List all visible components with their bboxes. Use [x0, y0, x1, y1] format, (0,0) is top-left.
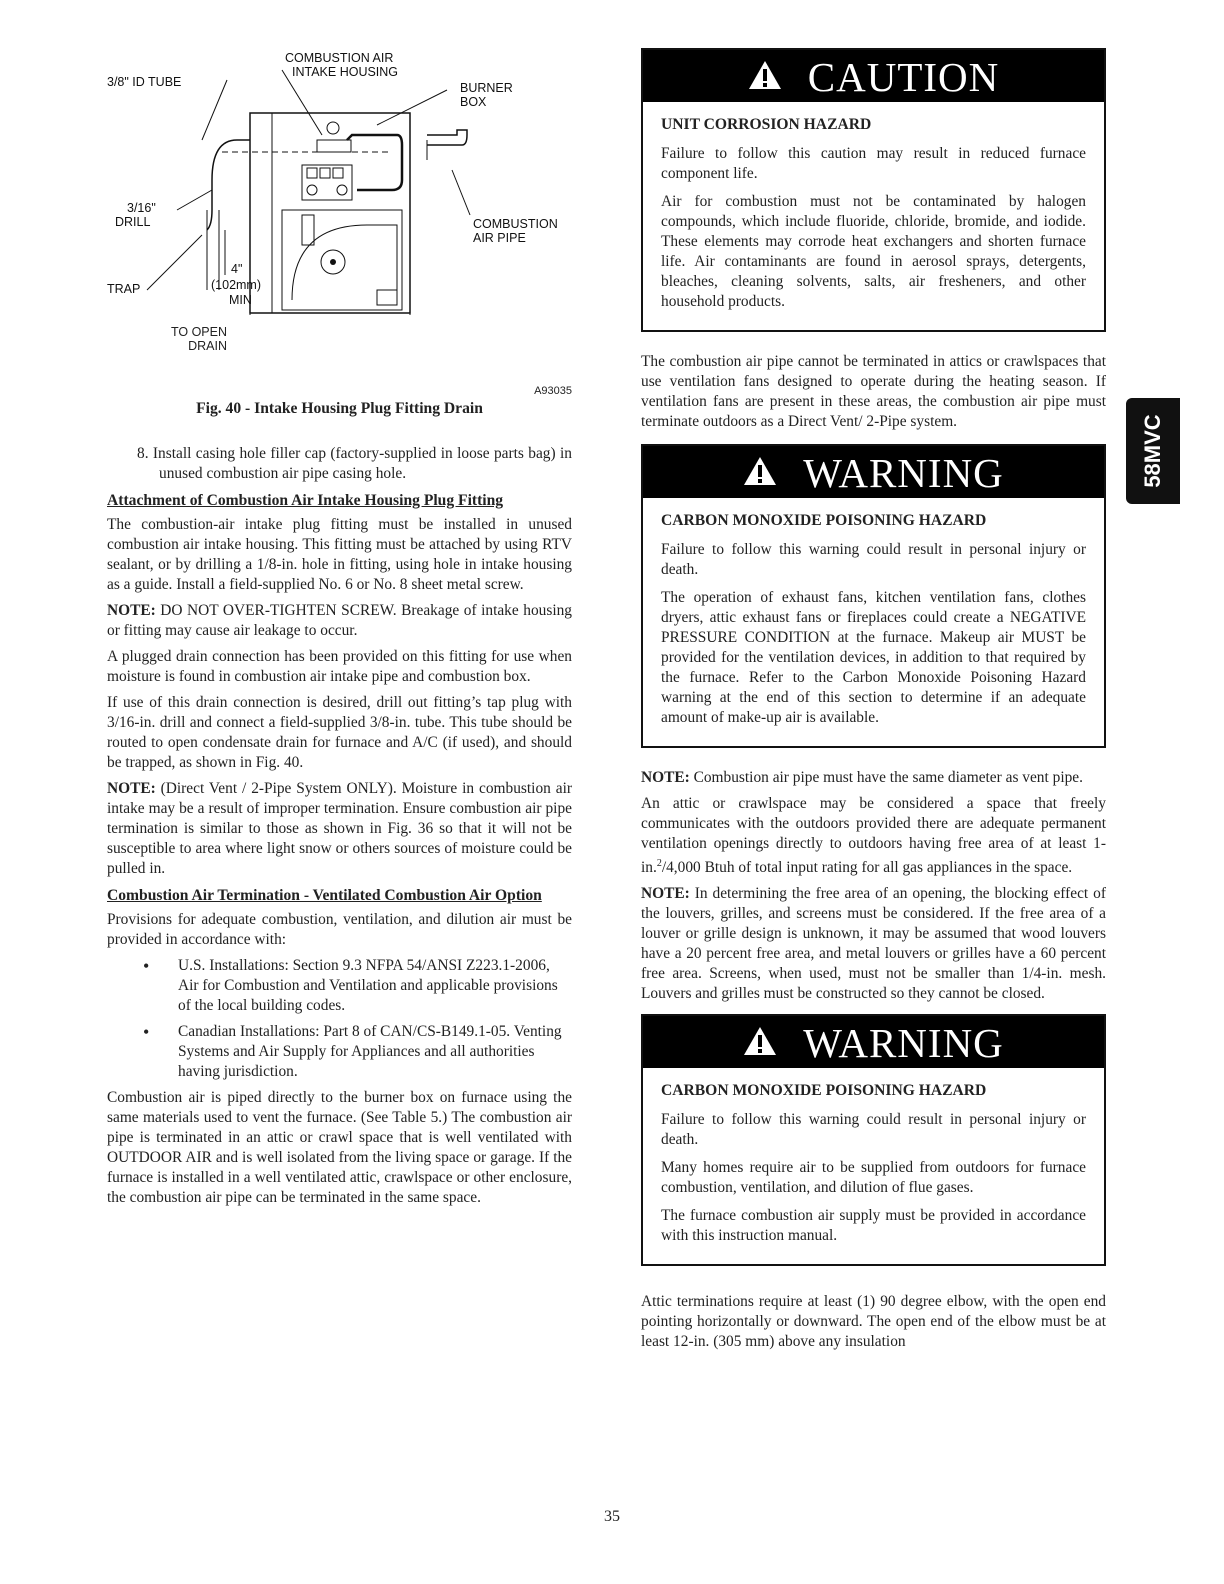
warning-box-1: [641, 444, 1106, 748]
paragraph: Attic terminations require at least (1) 90 degree elbow, with the open end pointing horizontally or downward. The open end of the elbow must be at least 12-in. (305 mm) above any insulation: [641, 1293, 1106, 1351]
warning-triangle-icon: [748, 49, 782, 103]
label-id-tube: 3/8" ID TUBE: [107, 75, 182, 89]
paragraph: The combustion-air intake plug fitting must be installed in unused combustion air intake housing. This fitting must be attached by using RTV sealant, or by drilling a 1/8-in. hole in fitting, using hole in intake housing as a guide. Install a field-supplied No. 6 or No. 8 sheet metal screw.: [107, 516, 572, 593]
paragraph: A plugged drain connection has been provided on this fitting for use when moisture is found in combustion air intake pipe and combustion box.: [107, 648, 572, 685]
paragraph: Failure to follow this warning could result in personal injury or death.: [661, 541, 1086, 578]
warning-title: CARBON MONOXIDE POISONING HAZARD: [661, 512, 987, 529]
label-dim-min: MIN: [229, 293, 252, 307]
warning-header: WARNING: [643, 1016, 1104, 1068]
label-burner: BURNER: [460, 81, 513, 95]
page-number: 35: [604, 1508, 620, 1525]
paragraph: Failure to follow this caution may result in reduced furnace component life.: [661, 145, 1086, 182]
section-tab: 58MVC: [1126, 398, 1180, 504]
label-combustion: COMBUSTION: [473, 217, 558, 231]
label-trap: TRAP: [107, 282, 141, 296]
warning-title: CARBON MONOXIDE POISONING HAZARD: [661, 1082, 987, 1100]
paragraph: Failure to follow this warning could result in personal injury or death.: [661, 1111, 1086, 1149]
paragraph: Combustion air is piped directly to the burner box on furnace using the same materials used to vent the furnace. (See Table 5.) The combustion air pipe is terminated in an attic or crawl space that is well ventilated with OUTDOOR AIR and is well isolated from the living space or garage. If the furnace is installed in a well ventilated attic, crawlspace or other enclosure, the combustion air pipe can be terminated in the same space.: [107, 1089, 572, 1206]
list-item: • U.S. Installations: Section 9.3 NFPA 54/ANSI Z223.1-2006, Air for Combustion and Ventilation and applicable provisions of the local building codes.: [107, 956, 572, 1016]
step-8: 8. Install casing hole filler cap (factory-supplied in loose parts bag) in unused combustion air pipe casing hole.: [137, 445, 572, 482]
caution-box: [641, 48, 1106, 332]
label-to-open-drain: TO OPEN DRAIN: [170, 325, 227, 353]
paragraph: Provisions for adequate combustion, ventilation, and dilution air must be provided in accordance with:: [107, 911, 572, 948]
note: NOTE: DO NOT OVER-TIGHTEN SCREW. Breakage of intake housing or fitting may cause air leakage to occur.: [107, 602, 572, 639]
paragraph: An attic or crawlspace may be considered a space that freely communicates with the outdoors provided there are adequate permanent ventilation openings directly to outdoors having free area of at least 1-in.$^2$/4,000 Btuh of total input rating for all gas appliances in the space.: [641, 795, 1106, 877]
label-box: BOX: [460, 95, 487, 109]
label-drill: DRILL: [115, 215, 151, 229]
warning-triangle-icon: [743, 445, 777, 499]
list-item: • Canadian Installations: Part 8 of CAN/CS-B149.1-05. Venting Systems and Air Supply for Appliances and all authorities having jurisdiction.: [107, 1022, 572, 1082]
paragraph: Many homes require air to be supplied from outdoors for furnace combustion, ventilation, and dilution of flue gases.: [661, 1159, 1086, 1197]
caution-title: UNIT CORROSION HAZARD: [661, 116, 872, 133]
heading-ventilated-combustion-air: Combustion Air Termination - Ventilated Combustion Air Option: [107, 887, 542, 904]
label-dim-mm: (102mm): [211, 278, 262, 292]
paragraph: The operation of exhaust fans, kitchen ventilation fans, clothes dryers, attic exhaust fans or fireplaces could create a NEGATIVE PRESSURE CONDITION at the furnace. Makeup air MUST be provided for the ventilation devices, in addition to that required by the furnace. Refer to the Carbon Monoxide Poisoning Hazard warning at the end of this section to determine if an adequate amount of make-up air is available.: [661, 589, 1086, 726]
note: NOTE: Combustion air pipe must have the same diameter as vent pipe.: [641, 769, 1083, 786]
figure-code: A93035: [534, 385, 572, 397]
label-combustion-air: COMBUSTION AIR: [285, 51, 394, 65]
label-dim-inches: 4": [231, 262, 243, 276]
figure-40: [107, 40, 572, 397]
caution-header: CAUTION: [643, 50, 1104, 102]
label-air-pipe: AIR PIPE: [473, 231, 526, 245]
note: NOTE: (Direct Vent / 2-Pipe System ONLY). Moisture in combustion air intake may be a result of improper termination. Ensure combustion air pipe termination is similar to those as shown in Fig. 36 so that it will not be susceptible to area where light snow or others sources of moisture could be pulled in.: [107, 780, 572, 877]
warning-triangle-icon: [743, 1015, 777, 1069]
intake-housing-diagram: [107, 40, 572, 315]
label-intake-housing: INTAKE HOUSING: [292, 65, 399, 79]
bullet-list: [107, 956, 572, 1082]
warning-box-2: [641, 1014, 1106, 1266]
heading-intake-plug-fitting: Attachment of Combustion Air Intake Housing Plug Fitting: [107, 492, 504, 509]
paragraph: The furnace combustion air supply must be provided in accordance with this instruction manual.: [661, 1207, 1086, 1245]
left-column: [107, 40, 572, 1214]
figure-caption: Fig. 40 - Intake Housing Plug Fitting Drain: [196, 400, 483, 417]
note: NOTE: In determining the free area of an opening, the blocking effect of the louvers, grilles, and screens must be considered. If the free area of a louver or grille design is unknown, it may be assumed that wood louvers have a 20 percent free area, and metal louvers or grilles have a 60 percent free area. Screens, when used, must not be smaller than 1/4-in. mesh. Louvers and grilles must be constructed so they cannot be closed.: [641, 885, 1106, 1003]
label-drill-size: 3/16": [127, 201, 156, 215]
right-column: [641, 48, 1106, 1358]
paragraph: The combustion air pipe cannot be terminated in attics or crawlspaces that use ventilation fans designed to operate during the heating season. If ventilation fans are present in these areas, the combustion air pipe must terminate outdoors as a Direct Vent/ 2-Pipe system.: [641, 353, 1106, 430]
paragraph: If use of this drain connection is desired, drill out fitting’s tap plug with 3/16-in. drill and connect a field-supplied 3/8-in. tube. This tube should be routed to open condensate drain for furnace and A/C (if used), and should be trapped, as shown in Fig. 40.: [107, 694, 572, 771]
warning-header: WARNING: [643, 446, 1104, 498]
paragraph: Air for combustion must not be contaminated by halogen compounds, which include fluoride, chloride, bromide, and iodide. These elements may corrode heat exchangers and shorten furnace life. Air contaminants are found in aerosol sprays, detergents, bleaches, cleaning solvents, salts, air fresheners, and other household products.: [661, 193, 1086, 310]
